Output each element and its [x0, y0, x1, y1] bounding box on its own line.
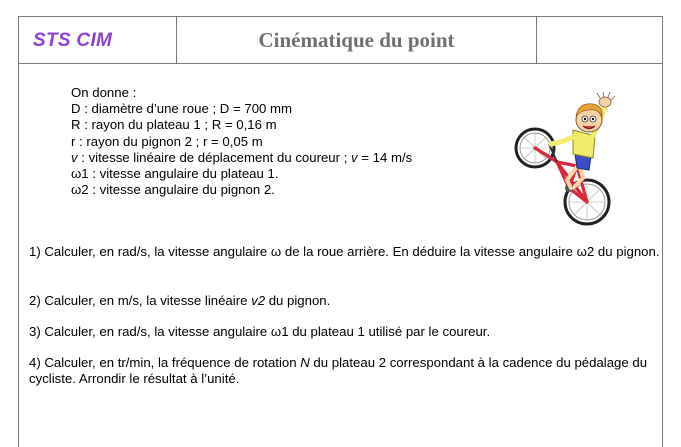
header-table [19, 17, 662, 64]
speed-description: : vitesse linéaire de déplacement du coureur ; [77, 149, 352, 165]
given-line-omega2: ω2 : vitesse angulaire du pignon 2. [71, 182, 275, 198]
given-line-omega1: ω1 : vitesse angulaire du plateau 1. [71, 166, 279, 182]
question-4-start: 4) Calculer, en tr/min, la fréquence de rotation [29, 355, 301, 370]
question-3: 3) Calculer, en rad/s, la vitesse angulaire ω1 du plateau 1 utilisé par le coureur. [29, 324, 491, 339]
question-2 [29, 293, 664, 309]
header-cell-class [19, 17, 177, 63]
symbol-n: N [300, 355, 310, 370]
question-4 [29, 355, 664, 388]
given-data-block [71, 85, 412, 198]
page-title: Cinématique du point [258, 28, 455, 52]
given-line-speed [71, 150, 412, 166]
header-cell-empty [537, 17, 662, 63]
rider-arm [551, 136, 575, 144]
speed-value: = 14 m/s [357, 149, 413, 165]
given-line-pignon-radius: r : rayon du pignon 2 ; r = 0,05 m [71, 133, 263, 149]
question-2-end: du pignon. [265, 293, 331, 308]
class-label: STS CIM [33, 30, 113, 51]
question-2-start: 2) Calculer, en m/s, la vitesse linéaire [29, 293, 252, 308]
symbol-v: v [71, 149, 78, 165]
waving-hand [597, 92, 615, 107]
cyclist-wheelie-icon [505, 92, 625, 232]
given-line-plateau-radius: R : rayon du plateau 1 ; R = 0,16 m [71, 117, 277, 133]
symbol-v2: v2 [251, 293, 266, 308]
given-line-diameter: D : diamètre d’une roue ; D = 700 mm [71, 101, 292, 117]
question-4-end: du plateau 2 correspondant à la cadence du pédalage du cycliste. Arrondir le résultat à l’unité. [29, 355, 648, 387]
question-1: 1) Calculer, en rad/s, la vitesse angulaire ω de la roue arrière. En déduire la vitesse angulaire ω2 du pignon. [29, 244, 660, 259]
symbol-v-2: v [351, 149, 358, 165]
given-intro: On donne : [71, 85, 137, 100]
header-cell-title [177, 17, 537, 63]
